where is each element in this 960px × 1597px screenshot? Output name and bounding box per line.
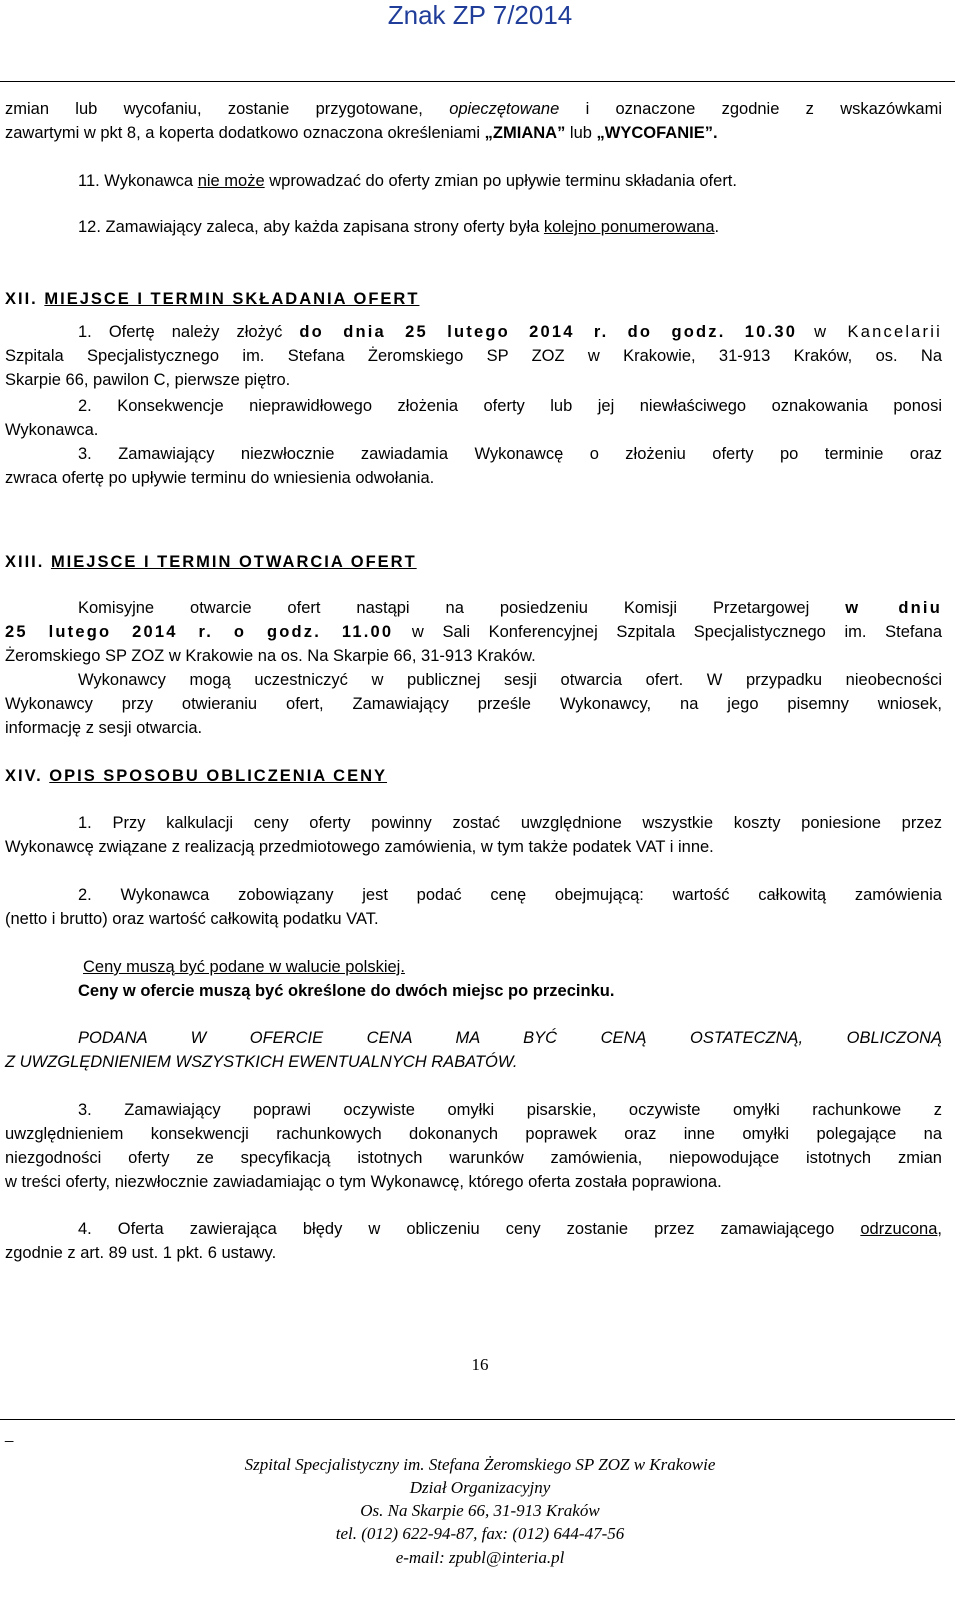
list-item-4: 4. Oferta zawierająca błędy w obliczeniu ceny zostanie przez zamawiającego odrzucona, xyxy=(78,1220,942,1238)
list-item-12: 12. Zamawiający zaleca, aby każda zapisana strony oferty była kolejno ponumerowana. xyxy=(78,218,720,236)
section-heading-xiii: XIII. MIEJSCE I TERMIN OTWARCIA OFERT xyxy=(5,553,417,571)
document-code: Znak ZP 7/2014 xyxy=(387,0,573,30)
list-item-3: 3. Zamawiający poprawi oczywiste omyłki pisarskie, oczywiste omyłki rachunkowe z xyxy=(78,1101,942,1119)
paragraph-line: Wykonawcy mogą uczestniczyć w publicznej sesji otwarcia ofert. W przypadku nieobecności xyxy=(78,671,942,689)
list-item-11: 11. Wykonawca nie może wprowadzać do oferty zmian po upływie terminu składania ofert. xyxy=(78,172,737,190)
paragraph-line: zwraca ofertę po upływie terminu do wniesienia odwołania. xyxy=(5,469,435,487)
paragraph-line: Skarpie 66, pawilon C, pierwsze piętro. xyxy=(5,371,291,389)
footer-department: Dział Organizacyjny xyxy=(409,1478,551,1497)
decimal-note: Ceny w ofercie muszą być określone do dwóch miejsc po przecinku. xyxy=(78,982,615,1000)
footer-mark: _ xyxy=(5,1426,14,1443)
list-item-2: 2. Konsekwencje nieprawidłowego złożenia oferty lub jej niewłaściwego oznakowania ponosi xyxy=(78,397,942,415)
paragraph-line: niezgodności oferty ze specyfikacją istotnych warunków zamówienia, niepowodujące istotnych zmian xyxy=(5,1149,942,1167)
list-item-3: 3. Zamawiający niezwłocznie zawiadamia Wykonawcę o złożeniu oferty po terminie oraz xyxy=(78,445,942,463)
list-item-2: 2. Wykonawca zobowiązany jest podać cenę obejmującą: wartość całkowitą zamówienia xyxy=(78,886,942,904)
paragraph-line: Szpitala Specjalistycznego im. Stefana Żeromskiego SP ZOZ w Krakowie, 31-913 Kraków, os. Na xyxy=(5,347,942,365)
final-price-note: Z UWZGLĘDNIENIEM WSZYSTKICH EWENTUALNYCH RABATÓW. xyxy=(5,1053,518,1071)
paragraph-line: zmian lub wycofaniu, zostanie przygotowane, opieczętowane i oznaczone zgodnie z wskazówkami xyxy=(5,100,942,118)
page-number: 16 xyxy=(471,1355,489,1374)
list-item-1: 1. Przy kalkulacji ceny oferty powinny zostać uwzględnione wszystkie koszty poniesione przez xyxy=(78,814,942,832)
list-item-1: 1. Ofertę należy złożyć do dnia 25 lutego 2014 r. do godz. 10.30 w Kancelarii xyxy=(78,323,942,341)
paragraph-line: Wykonawcę związane z realizacją przedmiotowego zamówienia, w tym także podatek VAT i inne. xyxy=(5,838,714,856)
paragraph-line: Komisyjne otwarcie ofert nastąpi na posiedzeniu Komisji Przetargowej w dniu xyxy=(78,599,942,617)
header-rule xyxy=(0,81,955,82)
currency-note: Ceny muszą być podane w walucie polskiej. xyxy=(83,958,405,976)
paragraph-line: informację z sesji otwarcia. xyxy=(5,719,203,737)
footer-institution: Szpital Specjalistyczny im. Stefana Żeromskiego SP ZOZ w Krakowie xyxy=(244,1455,716,1474)
section-heading-xiv: XIV. OPIS SPOSOBU OBLICZENIA CENY xyxy=(5,767,388,785)
paragraph-line: (netto i brutto) oraz wartość całkowitą podatku VAT. xyxy=(5,910,379,928)
footer-phone: tel. (012) 622-94-87, fax: (012) 644-47-56 xyxy=(335,1524,625,1543)
paragraph-line: w treści oferty, niezwłocznie zawiadamiając o tym Wykonawcę, którego oferta została poprawiona. xyxy=(5,1173,722,1191)
footer-email: e-mail: zpubl@interia.pl xyxy=(395,1548,565,1567)
paragraph-line: Wykonawcy przy otwieraniu ofert, Zamawiający prześle Wykonawcy, na jego pisemny wniosek, xyxy=(5,695,942,713)
paragraph-line: uwzględnieniem konsekwencji rachunkowych dokonanych poprawek oraz inne omyłki polegające na xyxy=(5,1125,942,1143)
final-price-note: PODANA W OFERCIE CENA MA BYĆ CENĄ OSTATECZNĄ, OBLICZONĄ xyxy=(78,1029,942,1047)
footer-rule xyxy=(0,1419,955,1420)
paragraph-line: zgodnie z art. 89 ust. 1 pkt. 6 ustawy. xyxy=(5,1244,277,1262)
paragraph-line: 25 lutego 2014 r. o godz. 11.00 w Sali Konferencyjnej Szpitala Specjalistycznego im. Stefana xyxy=(5,623,943,641)
section-heading-xii: XII. MIEJSCE I TERMIN SKŁADANIA OFERT xyxy=(5,290,420,308)
paragraph-line: zawartymi w pkt 8, a koperta dodatkowo oznaczona określeniami „ZMIANA” lub „WYCOFANIE”. xyxy=(5,124,718,142)
paragraph-line: Wykonawca. xyxy=(5,421,99,439)
footer-address: Os. Na Skarpie 66, 31-913 Kraków xyxy=(360,1501,600,1520)
paragraph-line: Żeromskiego SP ZOZ w Krakowie na os. Na Skarpie 66, 31-913 Kraków. xyxy=(5,647,536,665)
